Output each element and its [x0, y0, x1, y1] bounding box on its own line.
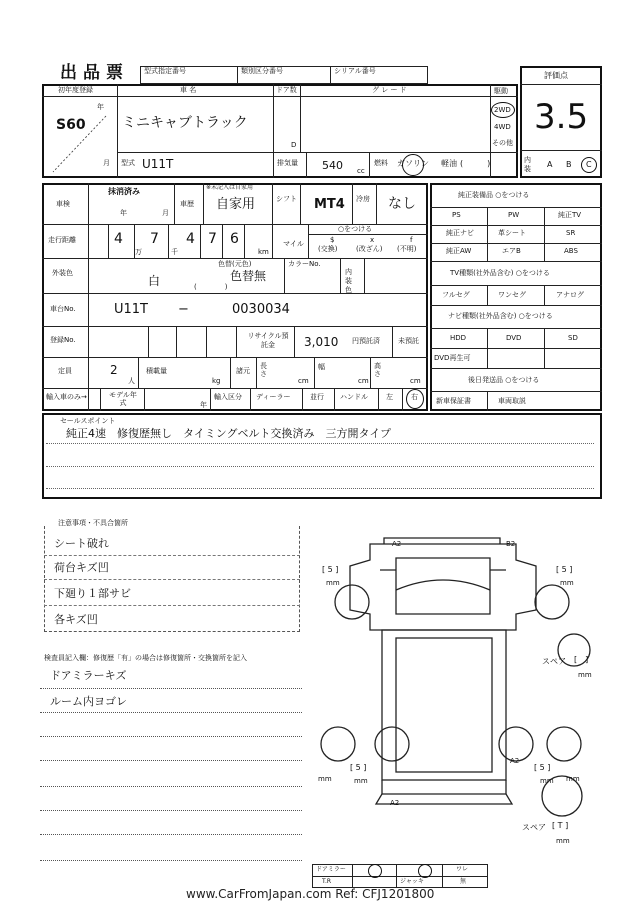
serial-number-label: シリアル番号 — [334, 67, 376, 75]
meter-opt-3-text: (不明) — [397, 245, 417, 253]
sales-points-text: 純正4速 修復歴無し タイミングベルト交換済み 三方開タイプ — [66, 427, 392, 440]
usage-label: 車歴 — [180, 200, 194, 208]
equipment-title: 純正装備品 ○をつける — [458, 191, 530, 199]
mileage-digit-2: 7 — [150, 231, 159, 247]
height-label: 高さ — [374, 362, 381, 378]
equip-abs: ABS — [564, 247, 578, 255]
mileage-digit-3: 4 — [186, 231, 195, 247]
interior-c-circle — [581, 157, 597, 173]
vehicle-diagram — [300, 530, 600, 856]
meter-opt-2-text: (改ざん) — [356, 245, 383, 253]
doors-label: ドア数 — [276, 86, 297, 94]
shift-value: MT4 — [314, 197, 345, 212]
legend-crack: ワレ — [456, 866, 469, 873]
navi-dvd: DVD — [506, 334, 522, 342]
fuel-diesel: 軽油 — [441, 159, 457, 168]
tread-fr-unit: mm — [560, 579, 574, 587]
tv-analog: アナログ — [556, 291, 584, 299]
load-label: 積載量 — [146, 367, 167, 375]
model-label: 型式 — [121, 159, 135, 167]
mileage-digit-4: 7 — [208, 231, 217, 247]
interior-grade-c: C — [586, 160, 592, 169]
legend-jack: ジャッキ — [400, 878, 424, 885]
navi-title: ナビ種類(社外品含む) ○をつける — [448, 312, 553, 320]
parallel-label: 並行 — [310, 393, 324, 401]
mileage-label: 走行距離 — [48, 236, 76, 244]
capacity-label: 定員 — [58, 367, 72, 375]
model-year-label: モデル年式 — [109, 391, 137, 407]
recycle-label: リサイクル預託金 — [247, 332, 289, 349]
color-change-label: 色替(元色) — [218, 260, 252, 268]
inspector-item-2: ルーム内ヨゴレ — [50, 695, 127, 708]
fuel-gasoline-circle — [402, 154, 424, 176]
drive-2wd: 2WD — [494, 106, 511, 114]
tread-rr: [ 5 ] — [534, 763, 551, 772]
usage-note: ※未記入は自家用 — [206, 184, 254, 191]
form-title: 出品票 — [60, 63, 129, 83]
displacement-label: 排気量 — [277, 159, 298, 167]
spare-bracket-bottom: [ T ] — [552, 821, 569, 830]
type-designation-label: 型式指定番号 — [144, 67, 186, 75]
shift-label: シフト — [276, 195, 297, 203]
note-item-3: 下廻り１部サビ — [54, 587, 131, 600]
notes-label: 注意事項・不具合箇所 — [58, 519, 128, 527]
car-name-label: 車 名 — [180, 86, 197, 94]
mileage-km-unit: km — [258, 248, 269, 256]
displacement-value: 540 — [322, 159, 343, 172]
watermark: www.CarFromJapan.com Ref: CFJ1201800 — [186, 887, 435, 901]
interior-color-label: 内装色 — [345, 268, 352, 294]
tread-rl-unit-2: mm — [354, 777, 368, 785]
dims-label: 諸元 — [236, 367, 250, 375]
tread-rr-unit-1: mm — [540, 777, 554, 785]
first-reg-label: 初年度登録 — [58, 86, 93, 94]
equip-pw: PW — [508, 211, 520, 219]
chassis-dash: − — [178, 302, 189, 317]
exterior-color-label: 外装色 — [52, 269, 73, 277]
interior-label: 内装 — [524, 156, 531, 173]
diagram-mark-a2-rear: A2 — [510, 757, 520, 765]
dvd-playback: DVD再生可 — [434, 354, 471, 362]
tread-rl-unit-1: mm — [318, 775, 332, 783]
rating-label: 評価点 — [544, 71, 568, 80]
note-item-2: 荷台キズ凹 — [54, 561, 109, 574]
chassis-label: 車台No. — [50, 305, 76, 313]
legend-tr: T.R — [322, 878, 332, 885]
equip-ps: PS — [452, 211, 461, 219]
import-type-label: 輸入区分 — [214, 393, 242, 401]
meter-opt-1-text: (交換) — [318, 245, 338, 253]
shaken-label: 車検 — [56, 200, 70, 208]
height-cm-unit: cm — [410, 377, 421, 385]
legend-circle-1 — [368, 864, 382, 878]
meter-opt-1-symbol: $ — [330, 236, 335, 244]
legend-none: 無 — [460, 878, 467, 885]
grade-label: グ レ ー ド — [372, 86, 407, 94]
shaken-value: 抹消済み — [108, 187, 140, 196]
equip-airbag: エアB — [502, 247, 521, 255]
recycle-value: 3,010 — [304, 335, 339, 349]
legend-door-mirror: ドアミラー — [316, 866, 346, 873]
equip-tv: 純正TV — [558, 211, 582, 219]
usage-value: 自家用 — [216, 197, 256, 212]
sales-points-label: セールスポイント — [60, 417, 116, 425]
import-label: 輸入車のみ→ — [46, 393, 87, 401]
model-year-unit: 年 — [200, 401, 207, 409]
recycle-unpaid: 未預託 — [398, 337, 419, 345]
diagram-mark-a2-bottom: A2 — [390, 799, 400, 807]
equip-aw: 純正AW — [446, 247, 472, 255]
tv-oneseg: ワンセグ — [498, 291, 526, 299]
spare-bottom-unit: mm — [556, 837, 570, 845]
handle-right: 右 — [411, 393, 418, 401]
spare-top-unit: mm — [578, 671, 592, 679]
color-change-value: 色替無 — [230, 269, 267, 283]
first-reg-value: S60 — [56, 117, 86, 133]
tread-rr-unit-2: mm — [566, 775, 580, 783]
later-manual: 車両取説 — [498, 397, 526, 405]
exterior-color-value: 白 — [148, 274, 161, 288]
handle-right-circle — [406, 389, 424, 409]
recycle-unit: 円預託済 — [352, 337, 380, 345]
capacity-value: 2 — [110, 363, 118, 377]
dealer-label: ディーラー — [256, 393, 291, 401]
model-value: U11T — [142, 157, 174, 171]
diagram-mark-a2-top: A2 — [392, 540, 402, 548]
legend-circle-2 — [418, 864, 432, 878]
category-number-label: 類別区分番号 — [241, 67, 283, 75]
interior-grade-a: A — [547, 160, 553, 169]
drive-label: 駆動 — [494, 87, 508, 95]
width-cm-unit: cm — [358, 377, 369, 385]
person-unit: 人 — [128, 377, 135, 385]
tread-fr: [ 5 ] — [556, 565, 573, 574]
fuel-gasoline: ガソリン — [397, 159, 429, 168]
registration-label: 登録No. — [50, 336, 76, 344]
first-reg-year-unit: 年 — [97, 103, 104, 111]
inspector-item-1: ドアミラーキズ — [50, 669, 127, 682]
meter-opt-2-symbol: x — [370, 236, 375, 244]
inspector-label: 検査員記入欄：修復歴「有」の場合は修復箇所・交換箇所を記入 — [44, 654, 247, 662]
mileage-man-unit: 万 — [135, 248, 142, 256]
equip-sr: SR — [566, 229, 576, 237]
tread-rl: [ 5 ] — [350, 763, 367, 772]
shaken-year-unit: 年 — [120, 209, 127, 217]
navi-sd: SD — [568, 334, 578, 342]
tv-fullseg: フルセグ — [442, 291, 470, 299]
rating-value: 3.5 — [534, 97, 589, 137]
tread-fl-unit: mm — [326, 579, 340, 587]
diagram-mark-b2: B2 — [506, 540, 516, 548]
load-kg-unit: kg — [212, 377, 221, 385]
note-item-1: シート破れ — [54, 537, 109, 550]
chassis-model: U11T — [114, 302, 148, 317]
spare-label-bottom: スペア — [522, 823, 546, 832]
length-cm-unit: cm — [298, 377, 309, 385]
later-warranty: 新車保証書 — [436, 397, 471, 405]
car-name-value: ミニキャブトラック — [122, 115, 248, 131]
spare-bracket-top: [ ] — [574, 655, 589, 664]
ac-label: 冷房 — [356, 195, 370, 203]
fuel-paren: ( ) — [460, 159, 491, 168]
color-no-label: カラーNo. — [288, 260, 321, 268]
mileage-digit-1: 4 — [114, 231, 123, 247]
sales-points-box — [42, 413, 602, 499]
meter-opt-3-symbol: f — [410, 236, 413, 244]
cc-unit: cc — [357, 167, 365, 175]
navi-hdd: HDD — [450, 334, 467, 342]
handle-label: ハンドル — [340, 393, 368, 401]
note-item-4: 各キズ凹 — [54, 613, 98, 626]
later-title: 後日発送品 ○をつける — [468, 376, 540, 384]
meter-circle-note: ○をつける — [338, 225, 373, 233]
equip-leather: 革シート — [498, 229, 526, 237]
first-reg-month-unit: 月 — [103, 159, 110, 167]
first-reg-slash — [48, 100, 114, 176]
chassis-number: 0030034 — [232, 302, 290, 317]
shaken-month-unit: 月 — [162, 209, 169, 217]
color-change-paren: ( ) — [194, 283, 228, 291]
handle-left: 左 — [386, 393, 393, 401]
interior-grade-b: B — [566, 160, 572, 169]
mileage-digit-5: 6 — [230, 231, 239, 247]
equip-navi: 純正ナビ — [446, 229, 474, 237]
doors-d: D — [291, 141, 297, 149]
tread-fl: [ 5 ] — [322, 565, 339, 574]
mile-label: マイル — [283, 240, 304, 248]
length-label: 長さ — [260, 362, 267, 378]
drive-4wd: 4WD — [494, 123, 511, 131]
fuel-label: 燃料 — [374, 159, 388, 167]
drive-other: その他 — [492, 139, 513, 147]
spare-label-top: スペア — [542, 657, 566, 666]
width-label: 幅 — [318, 363, 325, 371]
tv-title: TV種類(社外品含む) ○をつける — [450, 269, 550, 277]
drive-2wd-circle — [491, 102, 515, 118]
ac-value: なし — [388, 196, 416, 212]
mileage-sen-unit: 千 — [171, 248, 178, 256]
